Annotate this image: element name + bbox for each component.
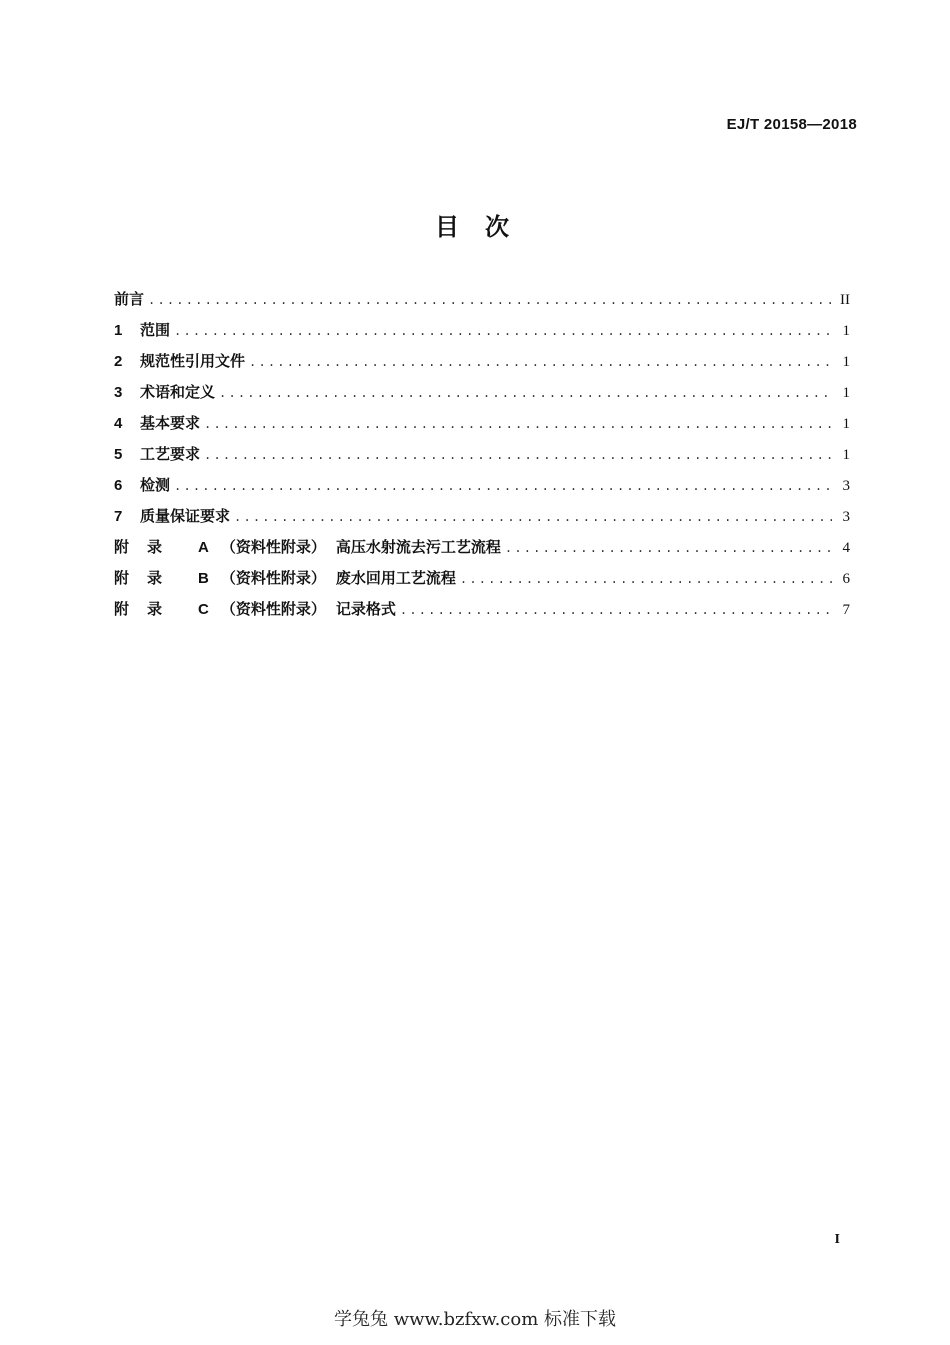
toc-entry-label — [114, 505, 230, 526]
appendix-prefix: 附录 — [114, 600, 181, 618]
page-number: I — [834, 1232, 840, 1247]
toc-entry-label — [114, 567, 456, 588]
toc-entry-page: 3 — [842, 478, 850, 494]
toc-entry-appendix-b[interactable] — [114, 567, 850, 598]
toc-entry-number: 5 — [114, 446, 123, 463]
toc-entry-foreword[interactable] — [114, 288, 850, 319]
toc-entry-title: 术语和定义 — [140, 383, 216, 401]
document-code: EJ/T 20158—2018 — [726, 116, 857, 133]
toc-leader-dots — [174, 479, 832, 493]
toc-entry-page: 1 — [842, 323, 850, 339]
toc-entry-title: 质量保证要求 — [140, 507, 231, 525]
appendix-nature: （资料性附录） — [220, 600, 326, 618]
toc-entry-title: 规范性引用文件 — [140, 352, 246, 370]
toc-entry-title: 范围 — [140, 321, 171, 339]
toc-entry-number: 4 — [114, 415, 123, 432]
toc-entry-label — [114, 381, 215, 402]
toc-leader-dots — [505, 541, 832, 555]
watermark-text: 学兔兔 www.bzfxw.com 标准下载 — [333, 1309, 617, 1330]
toc-leader-dots — [174, 324, 832, 338]
toc-entry-label — [114, 536, 501, 557]
toc-entry-quality-assurance[interactable] — [114, 505, 850, 536]
toc-entry-label — [114, 288, 144, 309]
table-of-contents — [114, 288, 850, 629]
appendix-title: 废水回用工艺流程 — [335, 569, 456, 587]
toc-entry-number: 3 — [114, 384, 123, 401]
toc-entry-page: 3 — [842, 509, 850, 525]
toc-entry-number: 6 — [114, 477, 123, 494]
toc-entry-page: 1 — [842, 416, 850, 432]
toc-entry-page: II — [840, 292, 850, 308]
toc-entry-normative-references[interactable] — [114, 350, 850, 381]
toc-entry-title: 检测 — [140, 476, 171, 494]
toc-leader-dots — [460, 572, 832, 586]
toc-entry-label — [114, 598, 396, 619]
toc-entry-terms-definitions[interactable] — [114, 381, 850, 412]
toc-entry-page: 1 — [842, 354, 850, 370]
toc-entry-scope[interactable] — [114, 319, 850, 350]
toc-entry-appendix-c[interactable] — [114, 598, 850, 629]
appendix-letter: B — [198, 570, 209, 587]
toc-leader-dots — [400, 603, 832, 617]
toc-entry-page: 7 — [842, 602, 850, 618]
toc-entry-number: 1 — [114, 322, 123, 339]
toc-leader-dots — [148, 293, 832, 307]
appendix-prefix: 附录 — [114, 538, 181, 556]
toc-leader-dots — [234, 510, 832, 524]
toc-entry-label — [114, 474, 170, 495]
toc-entry-process-requirements[interactable] — [114, 443, 850, 474]
appendix-letter: C — [198, 601, 209, 618]
appendix-letter: A — [198, 539, 209, 556]
toc-entry-number: 2 — [114, 353, 123, 370]
toc-entry-title: 前言 — [114, 290, 145, 308]
toc-entry-number: 7 — [114, 508, 123, 525]
toc-entry-label — [114, 350, 245, 371]
toc-entry-page: 1 — [842, 385, 850, 401]
toc-entry-detection[interactable] — [114, 474, 850, 505]
toc-entry-label — [114, 443, 200, 464]
appendix-prefix: 附录 — [114, 569, 181, 587]
toc-entry-page: 6 — [842, 571, 850, 587]
toc-entry-appendix-a[interactable] — [114, 536, 850, 567]
toc-entry-label — [114, 412, 200, 433]
appendix-nature: （资料性附录） — [220, 569, 326, 587]
appendix-title: 记录格式 — [335, 600, 396, 618]
toc-leader-dots — [204, 417, 832, 431]
toc-entry-basic-requirements[interactable] — [114, 412, 850, 443]
toc-entry-title: 工艺要求 — [140, 445, 201, 463]
toc-leader-dots — [219, 386, 832, 400]
toc-leader-dots — [204, 448, 832, 462]
toc-entry-page: 1 — [842, 447, 850, 463]
toc-entry-label — [114, 319, 170, 340]
appendix-title: 高压水射流去污工艺流程 — [335, 538, 501, 556]
toc-entry-title: 基本要求 — [140, 414, 201, 432]
toc-leader-dots — [249, 355, 832, 369]
toc-entry-page: 4 — [842, 540, 850, 556]
toc-title: 目次 — [435, 213, 535, 241]
appendix-nature: （资料性附录） — [220, 538, 326, 556]
